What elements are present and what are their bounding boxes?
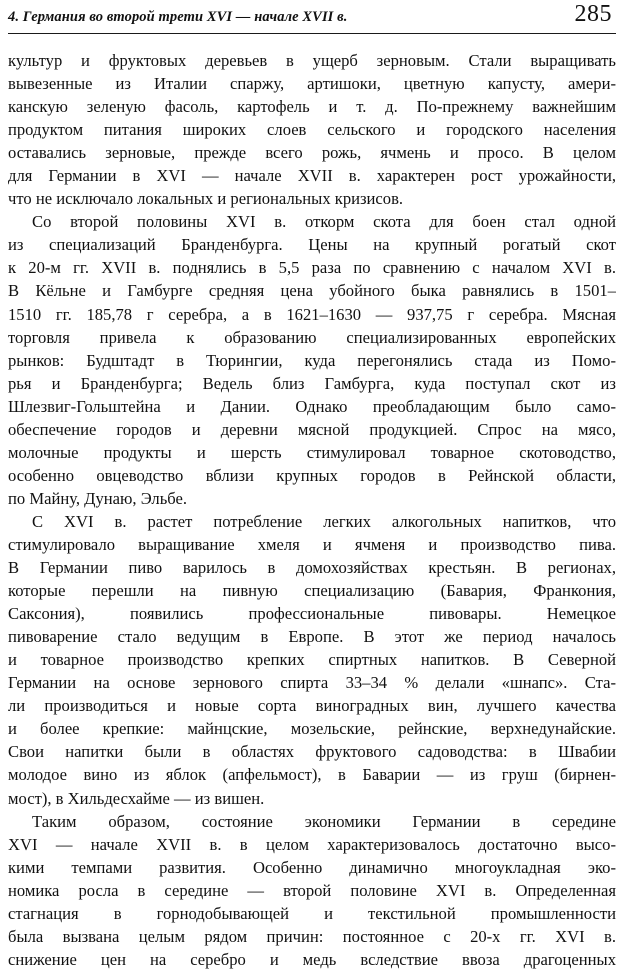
text-line: XVI — начале XVII в. в целом характеризовалось достаточно высо- <box>8 834 616 854</box>
running-head-title: 4. Германия во второй трети XVI — начале XVII в. <box>8 9 348 25</box>
text-line: обеспечение городов и деревни мясной продукцией. Спрос на мясо, <box>8 419 616 439</box>
text-line: снижение цен на серебро и медь вследствие ввоза драгоценных <box>8 949 616 969</box>
paragraph <box>8 49 616 210</box>
text-line: пивоварение стало ведущим в Европе. В этот же период началось <box>8 627 616 647</box>
text-line: рья и Бранденбурга; Ведель близ Гамбурга, куда поступал скот из <box>8 373 616 393</box>
text-line: Свои напитки были в областях фруктового садоводства: в Швабии <box>8 742 616 762</box>
text-line: и более крепкие: майнцские, мозельские, рейнские, верхнедунайские. <box>8 719 616 739</box>
text-line: канскую зеленую фасоль, картофель и т. д. По-прежнему важнейшим <box>8 97 616 117</box>
text-line: стимулировало выращивание хмеля и ячменя и производство пива. <box>8 534 616 554</box>
text-line: Таким образом, состояние экономики Германии в середине <box>32 811 616 831</box>
text-line: продуктом питания широких слоев сельского и городского населения <box>8 120 616 140</box>
text-line: Саксония), появились профессиональные пивовары. Немецкое <box>8 604 616 624</box>
paragraph <box>8 810 616 971</box>
text-line: номика росла в середине — второй половине XVI в. Определенная <box>8 880 616 900</box>
text-line: что не исключало локальных и региональных кризисов. <box>8 189 404 209</box>
text-line: для Германии в XVI — начале XVII в. характерен рост урожайности, <box>8 166 616 186</box>
paragraph <box>8 210 616 510</box>
text-line: Германии на основе зернового спирта 33–34 % делали «шнапс». Ста- <box>8 673 616 693</box>
text-line: культур и фруктовых деревьев в ущерб зерновым. Стали выращивать <box>8 51 616 70</box>
text-line: к 20-м гг. XVII в. поднялись в 5,5 раза по сравнению с началом XVI в. <box>8 258 616 278</box>
text-line: ли производиться и новые сорта виноградных вин, лучшего качества <box>8 696 616 716</box>
text-line: была вызвана целым рядом причин: постоянное с 20-х гг. XVI в. <box>8 926 616 946</box>
text-line: Со второй половины XVI в. откорм скота для боен стал одной <box>32 212 616 232</box>
text-line: С XVI в. растет потребление легких алкогольных напитков, что <box>32 511 616 531</box>
text-line: Шлезвиг-Гольштейна и Дании. Однако преобладающим было само- <box>8 396 616 416</box>
text-line: кими темпами развития. Особенно динамично многоукладная эко- <box>8 857 616 877</box>
text-line: особенно овцеводство вблизи крупных городов в Рейнской области, <box>8 465 616 485</box>
text-line: рынков: Будштадт в Тюрингии, куда перегонялись стада из Помо- <box>8 350 616 370</box>
book-page <box>8 0 616 969</box>
text-line: мост), в Хильдесхайме — из вишен. <box>8 788 265 808</box>
page-number: 285 <box>574 1 612 27</box>
text-line: вывезенные из Италии спаржу, артишоки, цветную капусту, амери- <box>8 74 616 94</box>
text-line: по Майну, Дунаю, Эльбе. <box>8 488 188 508</box>
body-text <box>8 49 616 971</box>
text-line: которые перешли на пивную специализацию (Бавария, Франкония, <box>8 581 616 601</box>
text-line: молочные продукты и шерсть стимулировал товарное скотоводство, <box>8 442 616 462</box>
text-line: молодое вино из яблок (апфельмост), в Баварии — из груш (бирнен- <box>8 765 616 785</box>
text-line: оставались зерновые, прежде всего рожь, ячмень и просо. В целом <box>8 143 616 163</box>
text-line: и товарное производство крепких спиртных напитков. В Северной <box>8 650 616 670</box>
text-line: 1510 гг. 185,78 г серебра, а в 1621–1630 — 937,75 г серебра. Мясная <box>8 304 616 324</box>
running-header <box>8 0 616 34</box>
text-line: стагнация в горнодобывающей и текстильной промышленности <box>8 903 616 923</box>
text-line: из специализаций Бранденбурга. Цены на крупный рогатый скот <box>8 235 616 255</box>
text-line: торговля привела к образованию специализированных европейских <box>8 327 616 347</box>
text-line: В Кёльне и Гамбурге средняя цена убойного быка равнялись в 1501– <box>8 281 616 301</box>
paragraph <box>8 510 616 810</box>
text-line: В Германии пиво варилось в домохозяйствах крестьян. В регионах, <box>8 558 616 578</box>
